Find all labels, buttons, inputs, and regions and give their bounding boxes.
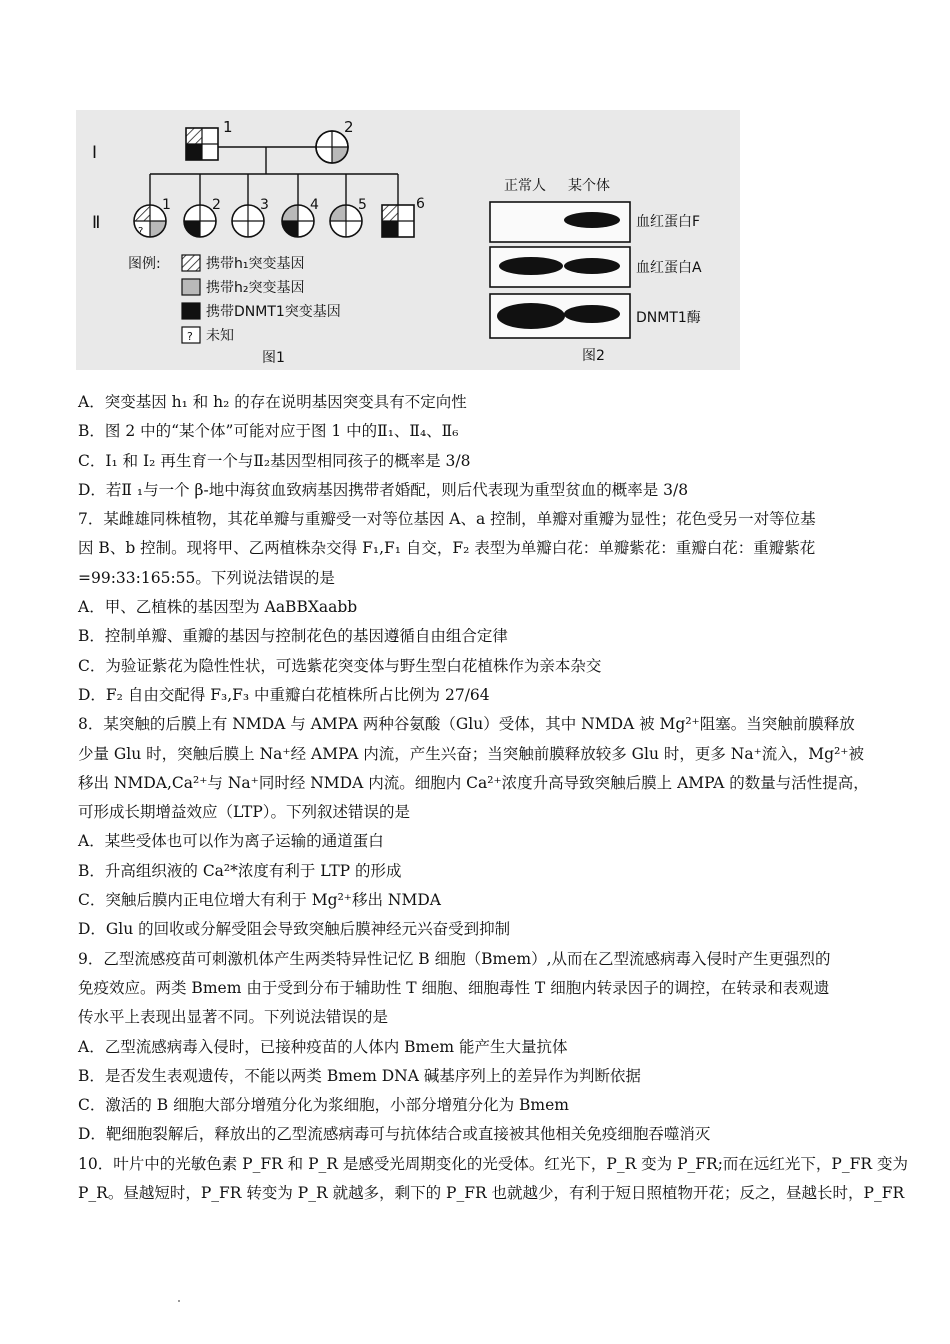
text-line: A．乙型流感病毒入侵时，已接种疫苗的人体内 Bmem 能产生大量抗体 bbox=[78, 1037, 568, 1056]
text-line: A．突变基因 h₁ 和 h₂ 的存在说明基因突变具有不定向性 bbox=[78, 393, 467, 411]
pedigree-I1 bbox=[186, 128, 218, 160]
fig2-row-hba: 血红蛋白A bbox=[636, 260, 702, 276]
legend-swatch-h1 bbox=[182, 255, 200, 271]
band-hba-normal bbox=[499, 257, 563, 275]
pedigree-II6 bbox=[382, 205, 414, 237]
text-line: B．图 2 中的“某个体”可能对应于图 1 中的Ⅱ₁、Ⅱ₄、Ⅱ₆ bbox=[78, 422, 459, 441]
text-line: 移出 NMDA,Ca²⁺与 Na⁺同时经 NMDA 内流。细胞内 Ca²⁺浓度升高导致突触后膜上 AMPA 的数量与活性提高， bbox=[78, 773, 869, 792]
label-II4: 4 bbox=[310, 197, 319, 213]
legend-h1: 携带h₁突变基因 bbox=[206, 256, 305, 272]
genetics-figure bbox=[76, 110, 740, 370]
text-line: D．靶细胞裂解后，释放出的乙型流感病毒可与抗体结合或直接被其他相关免疫细胞吞噬消灭 bbox=[78, 1125, 711, 1144]
text-line: 8．某突触的后膜上有 NMDA 与 AMPA 两种谷氨酸（Glu）受体，其中 NMDA 被 Mg²⁺阻塞。当突触前膜释放 bbox=[78, 715, 855, 734]
legend-h2: 携带h₂突变基因 bbox=[206, 280, 305, 296]
page-mark bbox=[178, 1300, 180, 1302]
gen-label-I: I bbox=[92, 143, 98, 163]
text-line: P_R。昼越短时，P_FR 转变为 P_R 就越多，剩下的 P_FR 也就越少，有利于短日照植物开花；反之，昼越长时，P_FR bbox=[78, 1184, 905, 1203]
text-line: 可形成长期增益效应（LTP）。下列叙述错误的是 bbox=[78, 803, 411, 822]
fig2-row-hbf: 血红蛋白F bbox=[636, 214, 701, 230]
text-line: 少量 Glu 时，突触后膜上 Na⁺经 AMPA 内流，产生兴奋；当突触前膜释放较多 Glu 时，更多 Na⁺流入，Mg²⁺被 bbox=[78, 744, 864, 763]
text-line: 9．乙型流感疫苗可刺激机体产生两类特异性记忆 B 细胞（Bmem）,从而在乙型流感病毒入侵时产生更强烈的 bbox=[78, 949, 831, 968]
text-line: B．升高组织液的 Ca²*浓度有利于 LTP 的形成 bbox=[78, 861, 402, 880]
text-line: D．Glu 的回收或分解受阻会导致突触后膜神经元兴奋受到抑制 bbox=[78, 920, 511, 939]
band-hba-individual bbox=[564, 258, 620, 274]
legend-q: ? bbox=[187, 330, 193, 343]
question-text bbox=[78, 388, 908, 1208]
label-II1: 1 bbox=[162, 197, 171, 213]
fig1-caption: 图1 bbox=[262, 350, 285, 366]
label-II3: 3 bbox=[260, 197, 269, 213]
figure-svg bbox=[76, 110, 740, 370]
text-line: 10．叶片中的光敏色素 P_FR 和 P_R 是感受光周期变化的光受体。红光下，P_R 变为 P_FR;而在远红光下，P_FR 变为 bbox=[78, 1154, 908, 1173]
text-line: =99:33:165:55。下列说法错误的是 bbox=[78, 568, 335, 587]
legend-title: 图例: bbox=[128, 256, 161, 272]
label-I1: 1 bbox=[223, 118, 233, 136]
band-hbf-individual bbox=[564, 212, 620, 228]
text-line: 7．某雌雄同株植物，其花单瓣与重瓣受一对等位基因 A、a 控制，单瓣对重瓣为显性；花色受另一对等位基 bbox=[78, 510, 816, 529]
text-line: D．若Ⅱ ₁与一个 β-地中海贫血致病基因携带者婚配，则后代表现为重型贫血的概率是 3/8 bbox=[78, 480, 689, 499]
text-line: A．甲、乙植株的基因型为 AaBBXaabb bbox=[78, 598, 358, 617]
band-dnmt1-normal bbox=[497, 303, 565, 329]
band-dnmt1-individual bbox=[564, 305, 620, 323]
label-II5: 5 bbox=[358, 197, 367, 213]
fig2-col-normal: 正常人 bbox=[504, 178, 546, 194]
text-line: A．某些受体也可以作为离子运输的通道蛋白 bbox=[78, 832, 384, 851]
text-line: C．I₁ 和 I₂ 再生育一个与Ⅱ₂基因型相同孩子的概率是 3/8 bbox=[78, 451, 471, 470]
legend-swatch-h2 bbox=[182, 279, 200, 295]
text-line: B．控制单瓣、重瓣的基因与控制花色的基因遵循自由组合定律 bbox=[78, 627, 508, 646]
unknown-mark: ? bbox=[138, 226, 144, 237]
gen-label-II: Ⅱ bbox=[92, 213, 101, 233]
legend-dnmt1: 携带DNMT1突变基因 bbox=[206, 304, 341, 320]
fig2-row-dnmt1: DNMT1酶 bbox=[636, 310, 701, 326]
text-line: 传水平上表现出显著不同。下列说法错误的是 bbox=[78, 1008, 389, 1027]
label-II2: 2 bbox=[212, 197, 221, 213]
text-line: D．F₂ 自由交配得 F₃,F₃ 中重瓣白花植株所占比例为 27/64 bbox=[78, 685, 490, 704]
legend-unknown: 未知 bbox=[206, 328, 234, 344]
label-I2: 2 bbox=[344, 118, 354, 136]
text-line: C．为验证紫花为隐性性状，可选紫花突变体与野生型白花植株作为亲本杂交 bbox=[78, 656, 602, 675]
text-line: C．突触后膜内正电位增大有利于 Mg²⁺移出 NMDA bbox=[78, 891, 441, 910]
text-line: C．激活的 B 细胞大部分增殖分化为浆细胞，小部分增殖分化为 Bmem bbox=[78, 1096, 569, 1115]
text-line: 因 B、b 控制。现将甲、乙两植株杂交得 F₁,F₁ 自交，F₂ 表型为单瓣白花：单瓣紫花：重瓣白花：重瓣紫花 bbox=[78, 539, 816, 558]
legend-swatch-dnmt1 bbox=[182, 303, 200, 319]
label-II6: 6 bbox=[416, 196, 425, 212]
fig2-col-individual: 某个体 bbox=[568, 178, 610, 194]
fig2-caption: 图2 bbox=[582, 348, 605, 364]
text-line: 免疫效应。两类 Bmem 由于受到分布于辅助性 T 细胞、细胞毒性 T 细胞内转录因子的调控，在转录和表观遗 bbox=[78, 978, 830, 997]
text-line: B．是否发生表观遗传，不能以两类 Bmem DNA 碱基序列上的差异作为判断依据 bbox=[78, 1066, 641, 1085]
